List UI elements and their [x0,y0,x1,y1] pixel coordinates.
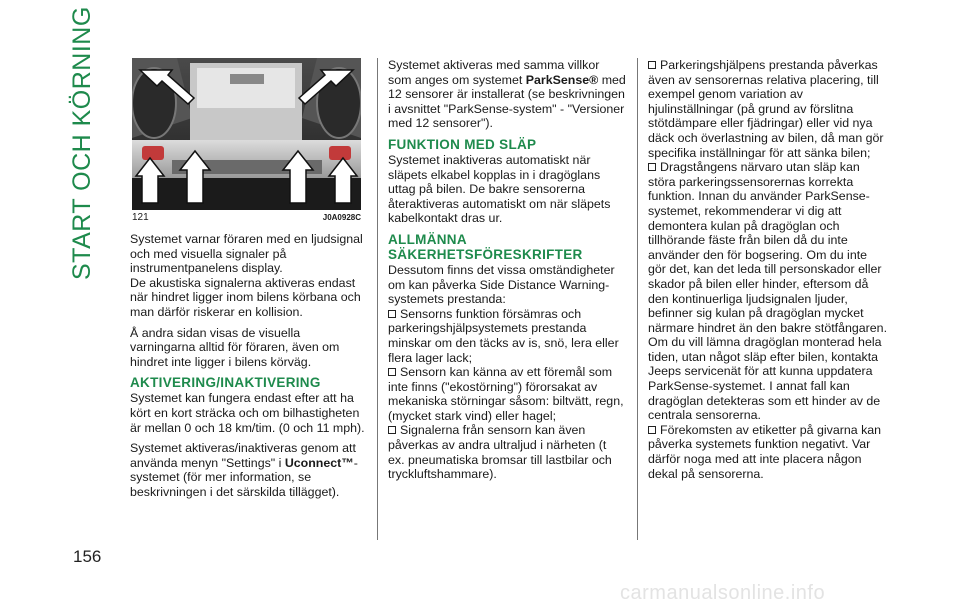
watermark: carmanualsonline.info [620,582,826,604]
column-divider [637,58,638,540]
bullet-icon [648,163,656,171]
column-2 [388,58,626,482]
paragraph: Systemet aktiveras/inaktiveras genom att använda menyn "Settings" i Uconnect™-systemet (för mer information, se beskrivningen i det särskilda tillägget). [130,441,358,499]
bullet-item: Sensorn kan känna av ett föremål som inte finns ("ekostörning") förorsakat av mekaniska störningar såsom: biltvätt, regn, (mycket stark vind) eller hagel; [388,365,624,423]
bullet-item: Sensorns funktion försämras och parkeringshjälpsystemets prestanda minskar om den täcks av is, snö, lera eller flera lager lack; [388,306,619,365]
paragraph: Systemet varnar föraren med en ljudsignal och med visuella signaler på instrumentpanelens display. [130,232,363,276]
figure-number: 121 [132,212,149,223]
paragraph: Systemet kan fungera endast efter att ha kört en kort sträcka och om bilhastigheten är mellan 0 och 18 km/tim. (0 och 11 mph). [130,391,365,435]
bullet-icon [648,61,656,69]
chapter-side-title: START OCH KÖRNING [68,6,96,280]
bullet-item: Dragstångens närvaro utan släp kan störa parkeringssensorernas korrekta funktion. Innan du använder ParkSense-systemet, rekommenderar vi dig att demontera kulan på dragöglan och tillhörande fäste från bilen då du inte använder den för bogsering. Om du inte gör det, kan det leda till personskador eller skador på bilen eller hinder, eftersom då den kontinuerliga ljudsignalen ljuder, befinner sig kulan på dragöglan mycket närmare hindret än den bakre stötfångaren. Om du vill lämna dragöglan monterad hela tiden, utan något släp efter bilen, kontakta Jeeps servicenät för att kunna uppdatera ParkSense-systemet. I annat fall kan dragöglan detekteras som ett hinder av de centrala sensorerna. [648,160,888,423]
column-divider [377,58,378,540]
paragraph: De akustiska signalerna aktiveras endast när hindret ligger inom bilens körbana och man därför riskerar en kollision. [130,275,361,319]
bullet-item: Parkeringshjälpens prestanda påverkas även av sensorernas relativa placering, till exempel genom variation av hjulinställningar (på grund av förslitna stötdämpare eller fjädringar) eller vid nya däck och överlastning av bilen, då man gör specifika inställningar för att sänka bilen; [648,58,884,160]
parksense-brand: ParkSense® [525,72,599,87]
section-heading: AKTIVERING/INAKTIVERING [130,375,321,391]
rear-bumper-figure [132,58,361,210]
page-number: 156 [73,547,102,566]
uconnect-brand: Uconnect™ [284,455,354,470]
figure-code: J0A0928C [322,213,361,222]
column-3 [648,58,888,481]
column-1 [130,232,368,500]
paragraph: Dessutom finns det vissa omständigheter om kan påverka Side Distance Warning-systemets prestanda: [388,262,615,307]
bullet-icon [388,426,396,434]
section-heading: FUNKTION MED SLÄP [388,136,537,152]
bullet-item: Förekomsten av etiketter på givarna kan påverka systemets funktion negativt. Var därför noga med att inte placera någon dekal på sensorerna. [648,422,882,481]
paragraph: Systemet inaktiveras automatiskt när släpets elkabel kopplas in i dragöglans uttag på bilen. De bakre sensorerna återaktiveras automatiskt om när släpets kabelkontakt dras ur. [388,152,611,226]
bullet-icon [648,426,656,434]
paragraph: Systemet aktiveras med samma villkor som anges om systemet ParkSense® med 12 sensorer är installerat (se beskrivningen i avsnittet "ParkSense-system" - "Versioner med 12 sensorer"). [388,58,626,131]
paragraph: Å andra sidan visas de visuella varningarna alltid för föraren, även om hindret inte ligger i bilens körväg. [130,325,340,369]
section-heading: ALLMÄNNA SÄKERHETSFÖRESKRIFTER [388,231,583,262]
bullet-icon [388,368,396,376]
bullet-item: Signalerna från sensorn kan även påverkas av andra ultraljud i närheten (t ex. pneumatiska bromsar till lastbilar och tryckluftshammare). [388,423,612,482]
bullet-icon [388,310,396,318]
